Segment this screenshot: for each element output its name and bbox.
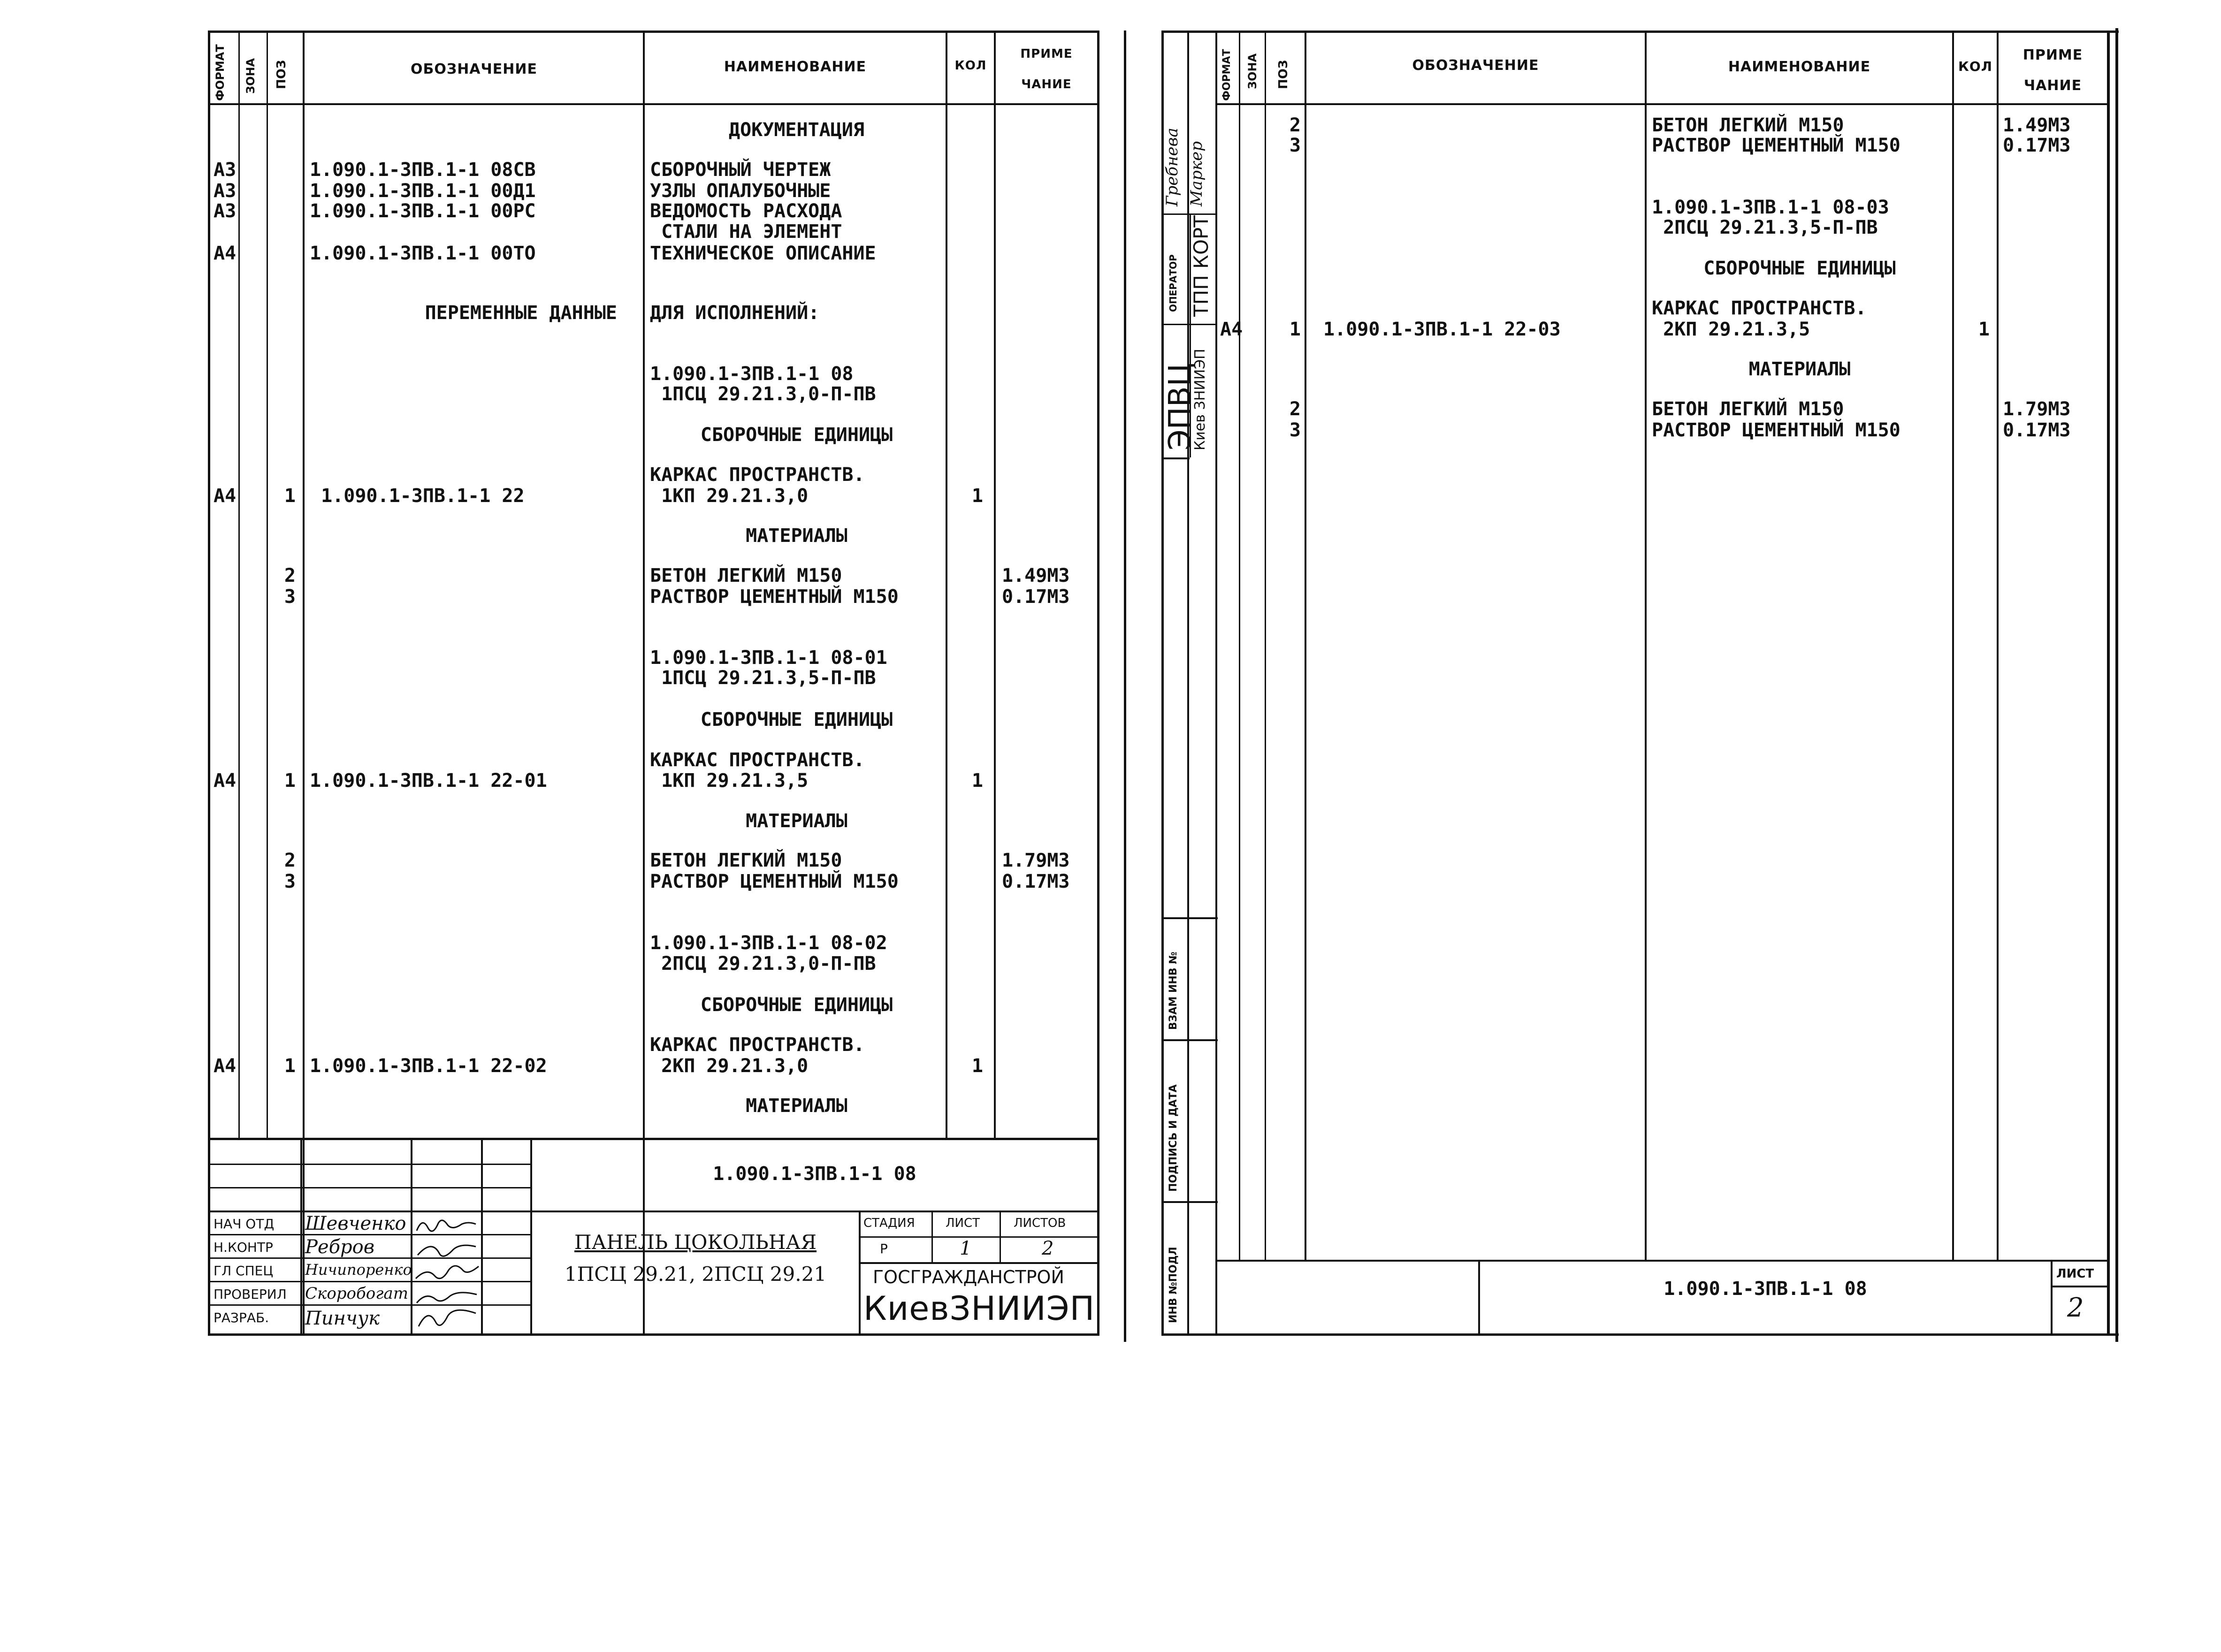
position-cell: 1 [284, 485, 296, 507]
position-cell: 3 [1289, 135, 1301, 156]
org-ministry: ГОСГРАЖДАНСТРОЙ [873, 1267, 1064, 1287]
name-cell: БЕТОН ЛЕГКИЙ М150 [1652, 114, 1844, 136]
r-header-zone: ЗОНА [1246, 53, 1259, 89]
name-cell: СБОРОЧНЫЕ ЕДИНИЦЫ [700, 709, 893, 731]
header-format: ФОРМАТ [214, 44, 227, 101]
position-cell: 3 [284, 586, 296, 608]
footer-doc-code: 1.090.1-3ПВ.1-1 08 [1664, 1278, 1867, 1300]
format-cell: А4 [1220, 319, 1243, 340]
name-cell: 2КП 29.21.3,5 [1652, 319, 1810, 340]
r-header-designation: ОБОЗНАЧЕНИЕ [1412, 57, 1539, 74]
name-checked: Скоробогат [305, 1284, 408, 1303]
sheets-label: ЛИСТОВ [1014, 1216, 1066, 1230]
name-cell: 1КП 29.21.3,0 [650, 485, 809, 507]
stamp-operator-label: ОПЕРАТОР [1168, 254, 1179, 312]
name-cell: РАСТВОР ЦЕМЕНТНЫЙ М150 [650, 586, 899, 608]
stamp-org: ЭПВЦ [1163, 363, 1198, 450]
position-cell: 2 [284, 565, 296, 586]
position-cell: 3 [284, 871, 296, 892]
format-cell: А3 [214, 180, 237, 202]
format-cell: А4 [214, 243, 237, 264]
header-name: НАИМЕНОВАНИЕ [724, 59, 867, 75]
name-cell: 1.090.1-3ПВ.1-1 08-01 [650, 647, 887, 669]
name-cell: РАСТВОР ЦЕМЕНТНЫЙ М150 [1652, 135, 1900, 156]
header-note-2: ЧАНИЕ [1021, 77, 1072, 91]
designation-cell: 1.090.1-3ПВ.1-1 22 [310, 485, 525, 507]
name-cell: МАТЕРИАЛЫ [1748, 358, 1851, 380]
note-cell: 0.17М3 [1002, 871, 1070, 892]
name-head-dept: Шевченко [305, 1213, 406, 1234]
designation-cell: 1.090.1-3ПВ.1-1 22-02 [310, 1055, 547, 1077]
stage-value: Р [880, 1241, 888, 1256]
name-cell: КАРКАС ПРОСТРАНСТВ. [650, 464, 865, 486]
name-chief-spec: Ничипоренко [305, 1261, 412, 1279]
header-qty: КОЛ [954, 59, 987, 73]
name-cell: 1.090.1-3ПВ.1-1 08-03 [1652, 197, 1889, 218]
designation-cell: 1.090.1-3ПВ.1-1 08СВ [310, 159, 536, 181]
name-cell: РАСТВОР ЦЕМЕНТНЫЙ М150 [650, 871, 899, 892]
doc-title [532, 1229, 859, 1287]
designation-cell: ПЕРЕМЕННЫЕ ДАННЫЕ [425, 302, 617, 324]
name-cell: 1ПСЦ 29.21.3,5-П-ПВ [650, 667, 876, 689]
name-cell: 1.090.1-3ПВ.1-1 08-02 [650, 932, 887, 954]
name-cell: РАСТВОР ЦЕМЕНТНЫЙ М150 [1652, 419, 1900, 441]
header-pos: ПОЗ [275, 60, 289, 89]
name-cell: БЕТОН ЛЕГКИЙ М150 [650, 850, 842, 871]
stamp-city: Киев ЗНИИЭП [1192, 349, 1208, 450]
format-cell: А3 [214, 200, 237, 222]
designation-cell: 1.090.1-3ПВ.1-1 00Д1 [310, 180, 536, 202]
note-cell: 1.49М3 [1002, 565, 1070, 586]
quantity-cell: 1 [971, 1055, 983, 1077]
sheet-label: ЛИСТ [946, 1216, 980, 1230]
name-cell: СТАЛИ НА ЭЛЕМЕНТ [650, 221, 842, 243]
role-checked: ПРОВЕРИЛ [214, 1287, 287, 1302]
position-cell: 3 [1289, 419, 1301, 441]
position-cell: 2 [284, 850, 296, 871]
note-cell: 1.49М3 [2003, 114, 2071, 136]
name-cell: БЕТОН ЛЕГКИЙ М150 [650, 565, 842, 586]
role-head-dept: НАЧ ОТД [214, 1216, 275, 1232]
quantity-cell: 1 [971, 770, 983, 792]
position-cell: 1 [284, 770, 296, 792]
r-header-note-1: ПРИМЕ [2023, 47, 2083, 63]
name-cell: ДОКУМЕНТАЦИЯ [729, 119, 864, 141]
r-header-pos: ПОЗ [1276, 60, 1290, 89]
name-norm-control: Ребров [305, 1236, 374, 1258]
name-cell: КАРКАС ПРОСТРАНСТВ. [650, 1034, 865, 1056]
position-cell: 1 [1289, 319, 1301, 340]
name-cell: СБОРОЧНЫЙ ЧЕРТЕЖ [650, 159, 831, 181]
r-header-qty: КОЛ [1958, 59, 1992, 74]
designation-cell: 1.090.1-3ПВ.1-1 22-03 [1323, 319, 1561, 340]
name-cell: КАРКАС ПРОСТРАНСТВ. [650, 749, 865, 771]
name-cell: 1КП 29.21.3,5 [650, 770, 809, 792]
label-sign-date: ПОДПИСЬ И ДАТА [1168, 1084, 1179, 1192]
name-cell: СБОРОЧНЫЕ ЕДИНИЦЫ [700, 994, 893, 1016]
quantity-cell: 1 [1978, 319, 1990, 340]
sheet-value: 1 [960, 1238, 972, 1259]
note-cell: 1.79М3 [2003, 398, 2071, 420]
stamp-hand-1: Гребнева [1163, 128, 1182, 206]
name-cell: МАТЕРИАЛЫ [746, 810, 847, 832]
name-cell: 1.090.1-3ПВ.1-1 08 [650, 363, 854, 385]
note-cell: 0.17М3 [2003, 135, 2071, 156]
sheets-value: 2 [1042, 1238, 1054, 1259]
header-zone: ЗОНА [244, 58, 257, 94]
role-developed: РАЗРАБ. [214, 1310, 269, 1325]
stamp-hand-2: Маркер [1187, 141, 1206, 206]
designation-cell: 1.090.1-3ПВ.1-1 00РС [310, 200, 536, 222]
name-cell: 2ПСЦ 29.21.3,5-П-ПВ [1652, 217, 1878, 238]
name-cell: СБОРОЧНЫЕ ЕДИНИЦЫ [700, 424, 893, 446]
r-header-name: НАИМЕНОВАНИЕ [1728, 59, 1871, 75]
name-cell: 1ПСЦ 29.21.3,0-П-ПВ [650, 383, 876, 405]
note-cell: 0.17М3 [2003, 419, 2071, 441]
label-replace-inv: ВЗАМ ИНВ № [1168, 952, 1179, 1030]
format-cell: А4 [214, 485, 237, 507]
position-cell: 2 [1289, 398, 1301, 420]
name-cell: МАТЕРИАЛЫ [746, 1095, 847, 1117]
name-cell: ДЛЯ ИСПОЛНЕНИЙ: [650, 302, 820, 324]
org-institute: КиевЗНИИЭП [863, 1289, 1095, 1328]
designation-cell: 1.090.1-3ПВ.1-1 00ТО [310, 243, 536, 264]
footer-sheet-value: 2 [2067, 1293, 2084, 1323]
stamp-operator: ТПП КОРТ [1190, 215, 1213, 317]
format-cell: А3 [214, 159, 237, 181]
name-cell: ТЕХНИЧЕСКОЕ ОПИСАНИЕ [650, 243, 876, 264]
stage-label: СТАДИЯ [863, 1216, 915, 1230]
header-note-1: ПРИМЕ [1020, 47, 1073, 61]
label-orig-inv: ИНВ №ПОДЛ [1168, 1247, 1179, 1323]
format-cell: А4 [214, 770, 237, 792]
name-cell: СБОРОЧНЫЕ ЕДИНИЦЫ [1703, 258, 1896, 279]
doc-title-line-1: ПАНЕЛЬ ЦОКОЛЬНАЯ [574, 1231, 817, 1254]
name-cell: БЕТОН ЛЕГКИЙ М150 [1652, 398, 1844, 420]
title-doc-code: 1.090.1-3ПВ.1-1 08 [713, 1163, 916, 1185]
position-cell: 2 [1289, 114, 1301, 136]
format-cell: А4 [214, 1055, 237, 1077]
name-developed: Пинчук [305, 1308, 380, 1329]
note-cell: 0.17М3 [1002, 586, 1070, 608]
name-cell: 2КП 29.21.3,0 [650, 1055, 809, 1077]
name-cell: МАТЕРИАЛЫ [746, 525, 847, 547]
name-cell: КАРКАС ПРОСТРАНСТВ. [1652, 297, 1867, 319]
r-header-format: ФОРМАТ [1221, 49, 1233, 101]
position-cell: 1 [284, 1055, 296, 1077]
note-cell: 1.79М3 [1002, 850, 1070, 871]
doc-title-line-2: 1ПСЦ 29.21, 2ПСЦ 29.21 [564, 1263, 827, 1286]
name-cell: ВЕДОМОСТЬ РАСХОДА [650, 200, 842, 222]
signatures-image [413, 1213, 481, 1332]
designation-cell: 1.090.1-3ПВ.1-1 22-01 [310, 770, 547, 792]
role-chief-spec: ГЛ СПЕЦ [214, 1263, 274, 1279]
name-cell: 2ПСЦ 29.21.3,0-П-ПВ [650, 953, 876, 974]
header-designation: ОБОЗНАЧЕНИЕ [411, 61, 537, 77]
quantity-cell: 1 [971, 485, 983, 507]
r-header-note-2: ЧАНИЕ [2023, 77, 2082, 94]
footer-sheet-label: ЛИСТ [2056, 1267, 2094, 1281]
role-norm-control: Н.КОНТР [214, 1240, 273, 1255]
name-cell: УЗЛЫ ОПАЛУБОЧНЫЕ [650, 180, 831, 202]
